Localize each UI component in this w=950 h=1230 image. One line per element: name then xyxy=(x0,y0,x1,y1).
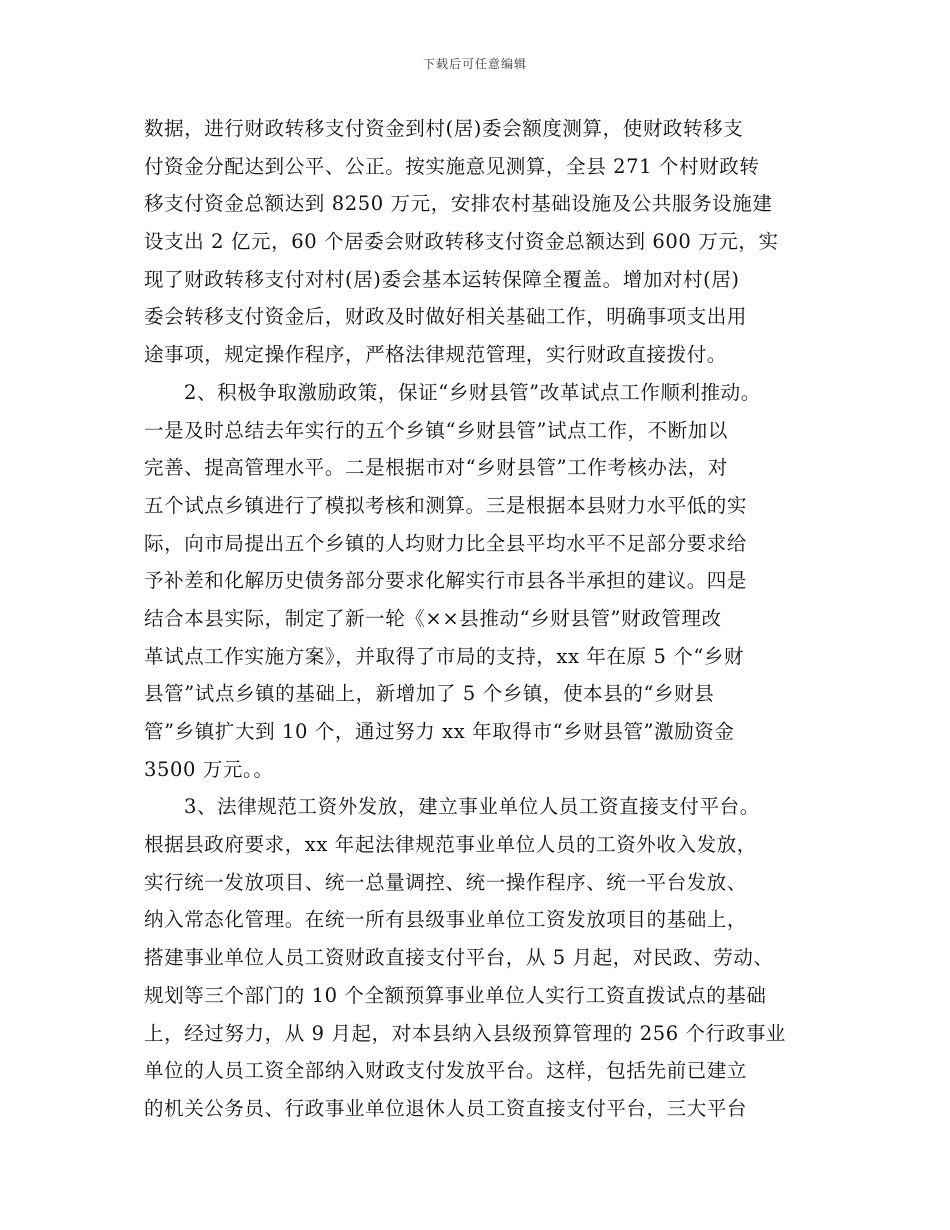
text-line: 实行统一发放项目、统一总量调控、统一操作程序、统一平台发放、 xyxy=(144,870,748,894)
document-body xyxy=(144,110,834,1128)
text-line: 管”乡镇扩大到 10 个，通过努力 xx 年取得市“乡财县管”激励资金 xyxy=(144,720,735,743)
text-line: 根据县政府要求，xx 年起法律规范事业单位人员的工资外收入发放， xyxy=(144,833,757,857)
text-line: 单位的人员工资全部纳入财政支付发放平台。这样，包括先前已建立 xyxy=(144,1059,748,1083)
text-line: 一是及时总结去年实行的五个乡镇“乡财县管”试点工作，不断加以 xyxy=(144,418,728,442)
text-line: 革试点工作实施方案》，并取得了市局的支持，xx 年在原 5 个“乡财 xyxy=(144,644,745,668)
text-line: 上，经过努力，从 9 月起，对本县纳入县级预算管理的 256 个行政事业 xyxy=(144,1021,787,1045)
text-line: 设支出 2 亿元，60 个居委会财政转移支付资金总额达到 600 万元，实 xyxy=(144,230,779,254)
text-line: 县管”试点乡镇的基础上，新增加了 5 个乡镇，使本县的“乡财县 xyxy=(144,682,715,706)
text-line: 规划等三个部门的 10 个全额预算事业单位人实行工资直拨试点的基础 xyxy=(144,983,767,1007)
text-line: 付资金分配达到公平、公正。按实施意见测算，全县 271 个村财政转 xyxy=(144,154,760,178)
text-line: 纳入常态化管理。在统一所有县级事业单位工资发放项目的基础上， xyxy=(144,908,748,932)
text-line: 五个试点乡镇进行了模拟考核和测算。三是根据本县财力水平低的实 xyxy=(144,493,748,517)
text-line: 搭建事业单位人员工资财政直接支付平台，从 5 月起，对民政、劳动、 xyxy=(144,946,774,970)
text-line: 予补差和化解历史债务部分要求化解实行市县各半承担的建议。四是 xyxy=(144,569,748,593)
paragraph-start-line: 2、积极争取激励政策，保证“乡财县管”改革试点工作顺利推动。 xyxy=(184,380,761,404)
text-line: 委会转移支付资金后，财政及时做好相关基础工作，明确事项支出用 xyxy=(144,305,748,329)
text-line: 的机关公务员、行政事业单位退休人员工资直接支付平台，三大平台 xyxy=(144,1096,748,1120)
text-line: 数据，进行财政转移支付资金到村(居)委会额度测算，使财政转移支 xyxy=(144,117,744,140)
text-line: 3500 万元。。 xyxy=(144,757,274,781)
text-line: 结合本县实际，制定了新一轮《××县推动“乡财县管”财政管理改 xyxy=(144,606,722,630)
paragraph-start-line: 3、法律规范工资外发放，建立事业单位人员工资直接支付平台。 xyxy=(184,795,760,819)
text-line: 移支付资金总额达到 8250 万元，安排农村基础设施及公共服务设施建 xyxy=(144,192,773,216)
page-header: 下载后可任意编辑 xyxy=(422,57,527,71)
text-line: 完善、提高管理水平。二是根据市对“乡财县管”工作考核办法，对 xyxy=(144,456,728,480)
text-line: 现了财政转移支付对村(居)委会基本运转保障全覆盖。增加对村(居) xyxy=(144,267,740,291)
text-line: 际，向市局提出五个乡镇的人均财力比全县平均水平不足部分要求给 xyxy=(144,531,748,555)
text-line: 途事项，规定操作程序，严格法律规范管理，实行财政直接拨付。 xyxy=(144,343,727,367)
